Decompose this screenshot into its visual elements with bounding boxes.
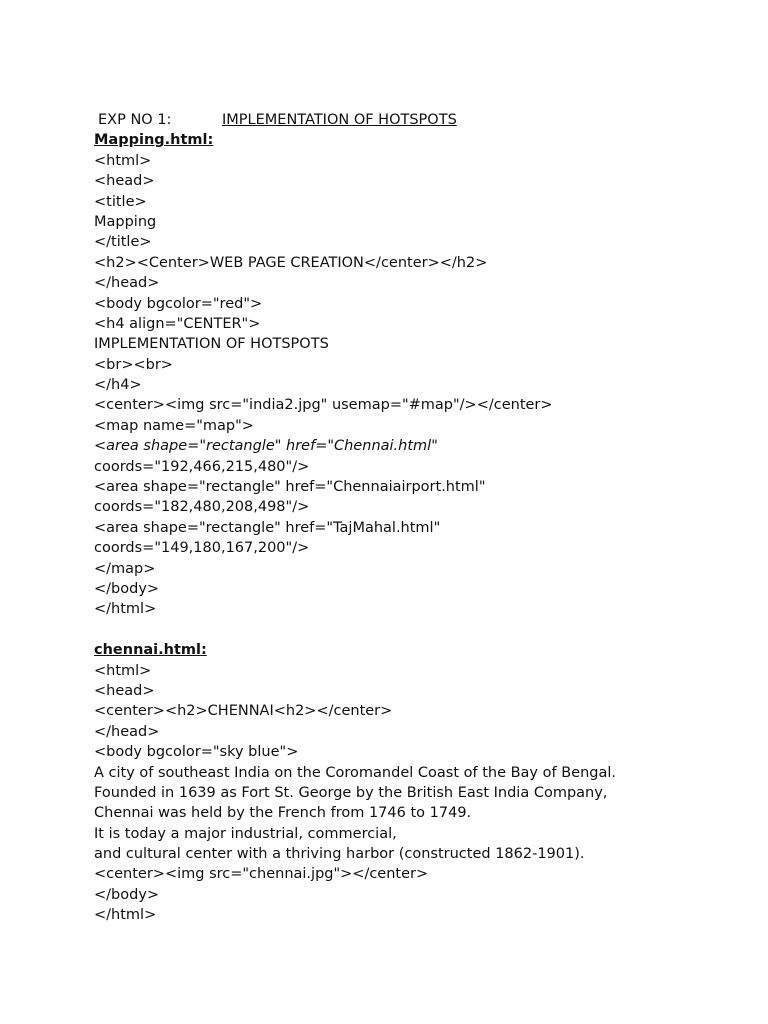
code-line: </h4>	[94, 377, 142, 394]
code-line: A city of southeast India on the Coromandel Coast of the Bay of Bengal.	[94, 764, 616, 781]
code-line: </body>	[94, 886, 160, 903]
code-line: and cultural center with a thriving harbor (constructed 1862-1901).	[94, 846, 585, 863]
code-line: coords="192,466,215,480"/>	[94, 458, 310, 475]
code-block-chennai	[94, 661, 734, 926]
code-line: It is today a major industrial, commercial,	[94, 825, 397, 842]
code-line: IMPLEMENTATION OF HOTSPOTS	[94, 336, 329, 353]
experiment-heading	[94, 110, 734, 130]
document-content	[94, 110, 734, 926]
code-line: </body>	[94, 580, 160, 597]
code-line: coords="182,480,208,498"/>	[94, 499, 310, 516]
code-line: </head>	[94, 723, 160, 740]
code-line: <center><img src="india2.jpg" usemap="#map"/></center>	[94, 397, 553, 414]
code-line: <area shape="rectangle" href="TajMahal.html"	[94, 519, 441, 536]
code-line: <br><br>	[94, 356, 173, 373]
code-line: <body bgcolor="red">	[94, 295, 263, 312]
code-line: </head>	[94, 275, 160, 292]
code-line: <body bgcolor="sky blue">	[94, 744, 299, 761]
code-line: Chennai was held by the French from 1746 to 1749.	[94, 805, 472, 822]
code-line: <head>	[94, 682, 155, 699]
code-line: <center><h2>CHENNAI<h2></center>	[94, 703, 393, 720]
code-line: </html>	[94, 907, 157, 924]
code-line: <area shape="rectangle" href="Chennaiairport.html"	[94, 479, 486, 496]
code-line: <map name="map">	[94, 417, 254, 434]
code-line: <area shape="rectangle" href="Chennai.html"	[94, 438, 438, 455]
section-title-mapping: Mapping.html:	[94, 132, 214, 149]
experiment-number: EXP NO 1:	[98, 112, 172, 128]
code-line: <h2><Center>WEB PAGE CREATION</center></h2>	[94, 254, 488, 271]
code-line: </title>	[94, 234, 152, 251]
code-line: <h4 align="CENTER">	[94, 315, 261, 332]
code-line: <html>	[94, 152, 152, 169]
section-spacer	[94, 620, 734, 640]
code-line: <center><img src="chennai.jpg"></center>	[94, 866, 429, 883]
code-line: </map>	[94, 560, 156, 577]
code-line: Mapping	[94, 213, 157, 230]
code-line: coords="149,180,167,200"/>	[94, 540, 310, 557]
section-title-chennai: chennai.html:	[94, 642, 207, 659]
code-block-mapping	[94, 151, 734, 620]
experiment-title: IMPLEMENTATION OF HOTSPOTS	[222, 112, 457, 128]
code-line: </html>	[94, 601, 157, 618]
code-line: <title>	[94, 193, 147, 210]
code-line: <head>	[94, 173, 155, 190]
code-line: Founded in 1639 as Fort St. George by the British East India Company,	[94, 784, 608, 801]
code-line: <html>	[94, 662, 152, 679]
